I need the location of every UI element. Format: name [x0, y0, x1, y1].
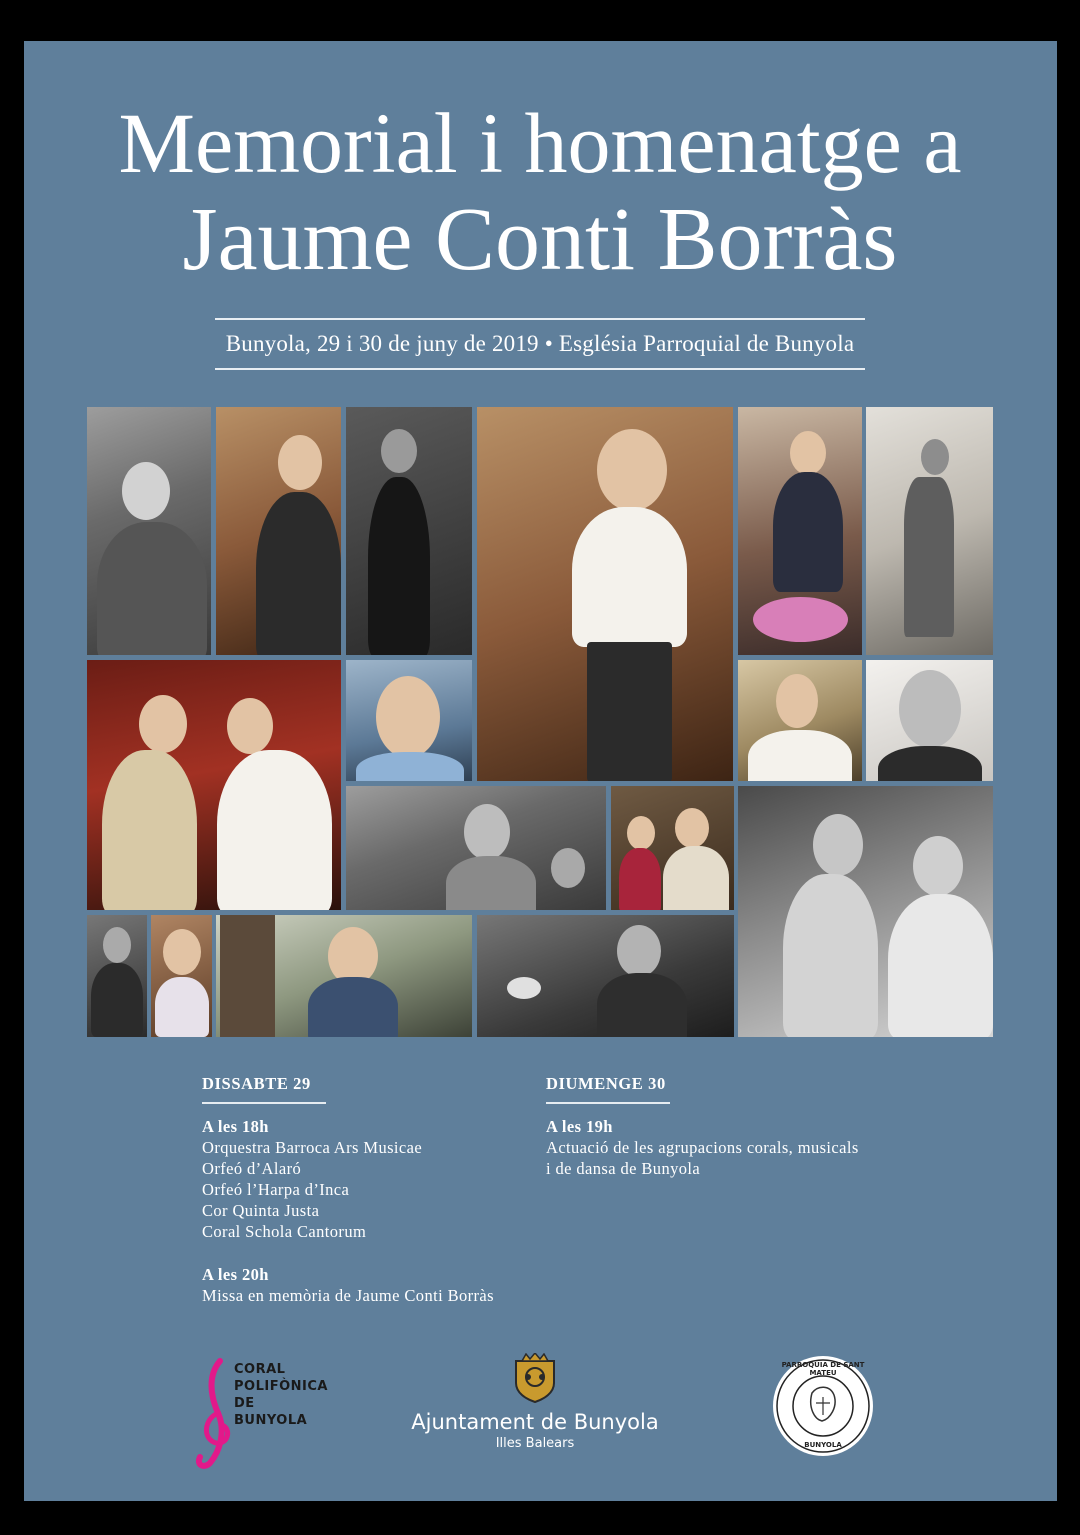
photo-outdoor-laughing — [346, 786, 606, 910]
photo-man-singing — [216, 407, 341, 655]
photo-radio-microphone — [151, 915, 212, 1037]
saturday-slot2-item: Missa en memòria de Jaume Conti Borràs — [202, 1286, 494, 1305]
photo-giving-gift — [738, 786, 993, 1037]
title-line-1: Memorial i homenatge a — [118, 95, 962, 191]
sunday-rule — [546, 1102, 670, 1104]
coral-logo-line: CORAL — [234, 1362, 286, 1377]
parroquia-name: PARROQUIA DE SANT MATEU — [781, 1361, 865, 1377]
photo-man-walking — [866, 407, 993, 655]
coral-logo-line: POLIFÒNICA — [234, 1379, 328, 1394]
coral-logo-line: DE — [234, 1396, 255, 1411]
sunday-heading: DIUMENGE 30 — [546, 1074, 666, 1093]
photo-young-man-uniform — [87, 915, 147, 1037]
ajuntament-subtitle: Illes Balears — [495, 1436, 575, 1451]
photo-portrait-bw — [866, 660, 993, 781]
photo-courtyard-seated — [216, 915, 472, 1037]
saturday-slot1-item: Coral Schola Cantorum — [202, 1222, 367, 1241]
sunday-slot1-item: i de dansa de Bunyola — [546, 1159, 701, 1178]
saturday-slot1-time: A les 18h — [202, 1117, 269, 1136]
parroquia-sant-mateu-seal — [772, 1355, 874, 1457]
saturday-slot1-item: Orquestra Barroca Ars Musicae — [202, 1138, 423, 1157]
saturday-slot2-time: A les 20h — [202, 1265, 269, 1284]
saturday-slot2 — [202, 1264, 494, 1306]
photo-conductor — [477, 407, 733, 781]
event-subtitle: Bunyola, 29 i 30 de juny de 2019 • Església Parroquial de Bunyola — [215, 318, 865, 370]
photo-conducting-bw — [477, 915, 734, 1037]
coat-of-arms-icon — [508, 1353, 562, 1403]
coral-logo-line: BUNYOLA — [234, 1413, 308, 1428]
ajuntament-logo — [400, 1353, 670, 1458]
photo-reading-speech — [738, 407, 862, 655]
photo-portrait-glasses — [346, 660, 472, 781]
parroquia-town: BUNYOLA — [804, 1441, 842, 1449]
saturday-slot1-item: Orfeó l’Harpa d’Inca — [202, 1180, 350, 1199]
photo-two-people — [611, 786, 734, 910]
photo-priest — [346, 407, 472, 655]
photo-man-reading — [87, 407, 211, 655]
title-line-2: Jaume Conti Borràs — [182, 190, 898, 289]
coral-polifonica-logo — [190, 1355, 328, 1470]
sunday-schedule — [546, 1073, 666, 1094]
saturday-schedule — [202, 1073, 311, 1094]
saturday-rule — [202, 1102, 326, 1104]
sunday-slot1-item: Actuació de les agrupacions corals, musicals — [546, 1138, 859, 1157]
ajuntament-name: Ajuntament de Bunyola — [411, 1410, 659, 1434]
photo-award-handshake — [87, 660, 341, 910]
saturday-slot1-item: Orfeó d’Alaró — [202, 1159, 302, 1178]
saturday-heading: DISSABTE 29 — [202, 1074, 311, 1093]
saturday-slot1-item: Cor Quinta Justa — [202, 1201, 320, 1220]
sunday-slot1-time: A les 19h — [546, 1117, 613, 1136]
sunday-slot1 — [546, 1116, 859, 1179]
saturday-slot1 — [202, 1116, 422, 1242]
photo-man-seated — [738, 660, 862, 781]
